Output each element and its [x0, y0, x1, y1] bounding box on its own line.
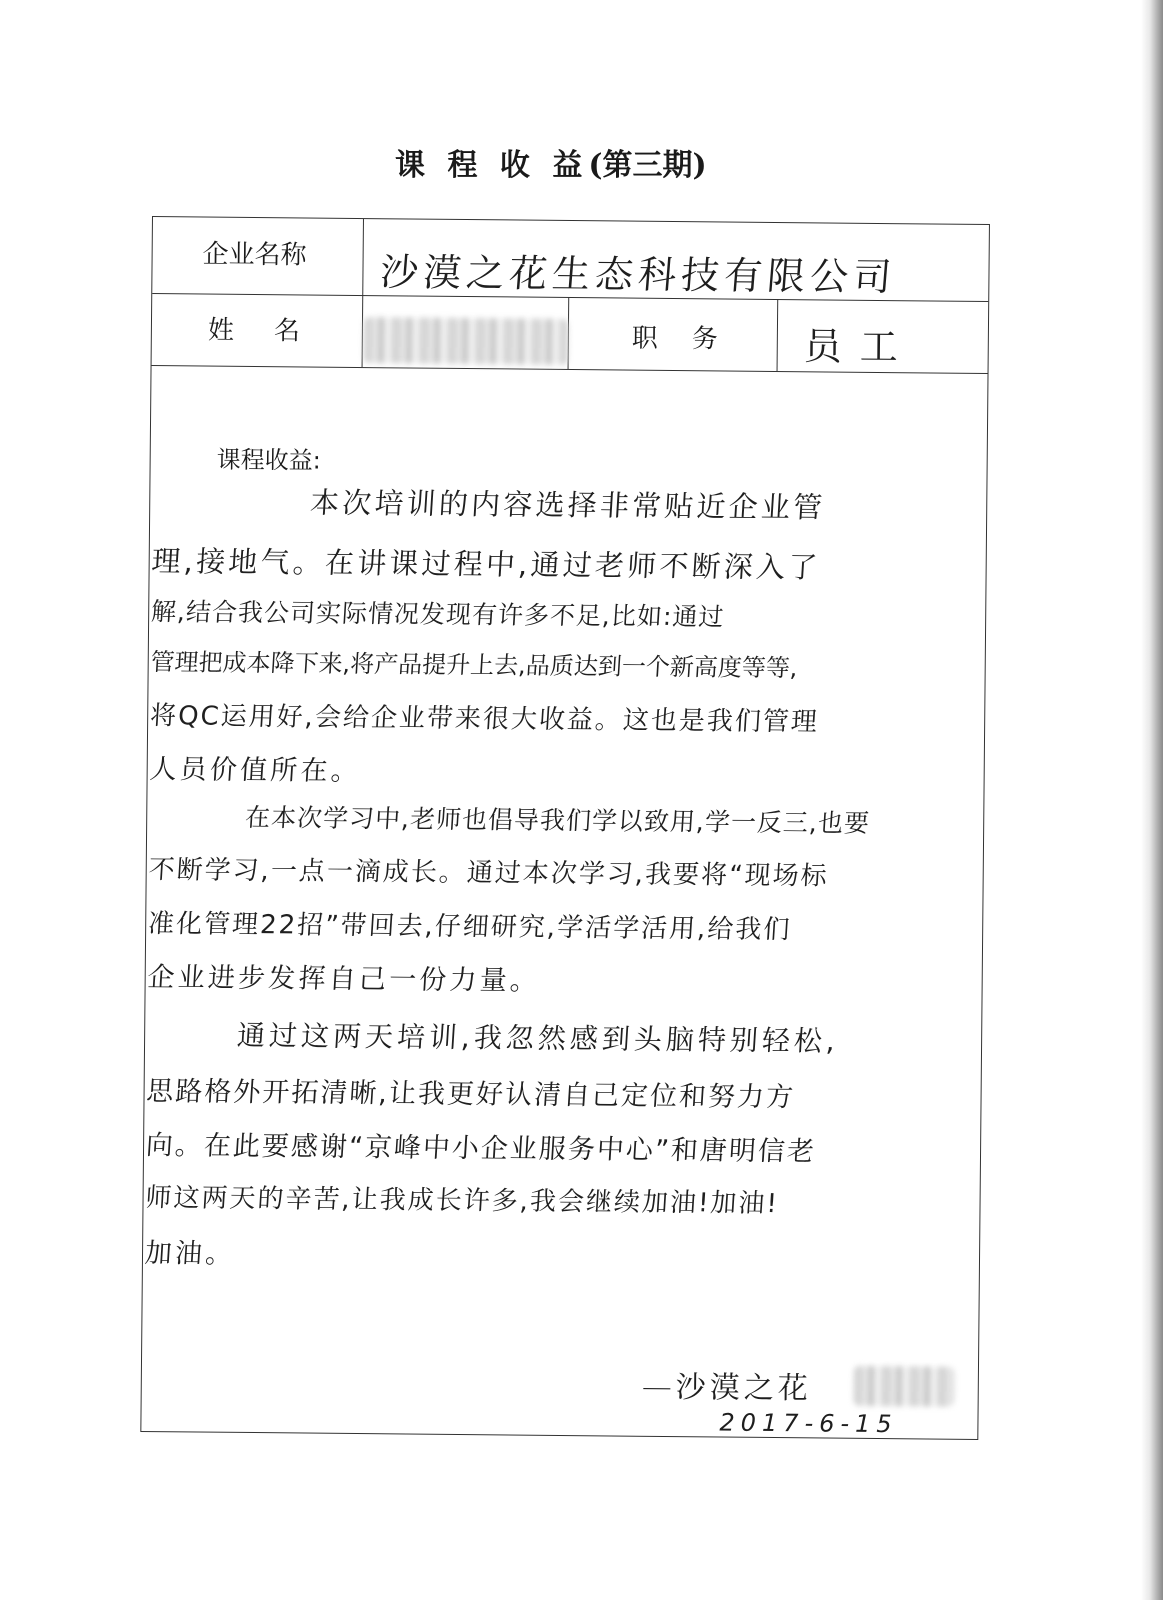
- document-title: [395, 140, 707, 184]
- signature-date: 2017-6-15: [719, 1408, 898, 1439]
- name-label: 姓名: [207, 315, 341, 347]
- redacted-name: [364, 317, 568, 365]
- body-line: 不断学习,一点一滴成长。通过本次学习,我要将“现场标: [147, 855, 830, 892]
- body-line: 管理把成本降下来,将产品提升上去,品质达到一个新高度等等,: [149, 648, 799, 683]
- body-line: 师这两天的辛苦,让我成长许多,我会继续加油!加油!: [144, 1182, 780, 1220]
- body-line: 在本次学习中,老师也倡导我们学以致用,学一反三,也要: [244, 802, 871, 838]
- company-label: 企业名称: [202, 239, 307, 271]
- title-period: (第三期): [588, 148, 707, 183]
- body-line: 加油。: [143, 1237, 237, 1270]
- body-line: 通过这两天培训,我忽然感到头脑特别轻松,: [236, 1018, 840, 1058]
- body-line: 理,接地气。在讲课过程中,通过老师不断深入了: [150, 544, 822, 585]
- body-line: 本次培训的内容选择非常贴近企业管: [309, 485, 827, 525]
- body-line: 向。在此要感谢“京峰中小企业服务中心”和唐明信老: [144, 1129, 817, 1168]
- body-line: 解,结合我公司实际情况发现有许多不足,比如:通过: [150, 597, 726, 632]
- signature: —沙漠之花: [641, 1369, 812, 1407]
- body-line: 准化管理22招”带回去,仔细研究,学活学活用,给我们: [147, 909, 793, 946]
- title-main: 课 程 收 益: [395, 148, 589, 183]
- scan-edge-shadow: [1141, 0, 1163, 1600]
- redacted-signature: [854, 1366, 954, 1407]
- body-line: 将QC运用好,会给企业带来很大收益。这也是我们管理: [149, 701, 820, 738]
- company-value: 沙漠之花生态科技有限公司: [378, 250, 898, 300]
- benefits-label: 课程收益:: [216, 445, 321, 475]
- col-divider-position: [777, 299, 779, 371]
- form-frame: [140, 216, 990, 1440]
- body-line: 人员价值所在。: [148, 754, 362, 788]
- position-value: 员工: [803, 324, 917, 370]
- body-line: 企业进步发挥自己一份力量。: [146, 962, 542, 997]
- body-line: 思路格外开拓清晰,让我更好认清自己定位和努力方: [145, 1075, 796, 1114]
- position-label: 职务: [631, 323, 752, 355]
